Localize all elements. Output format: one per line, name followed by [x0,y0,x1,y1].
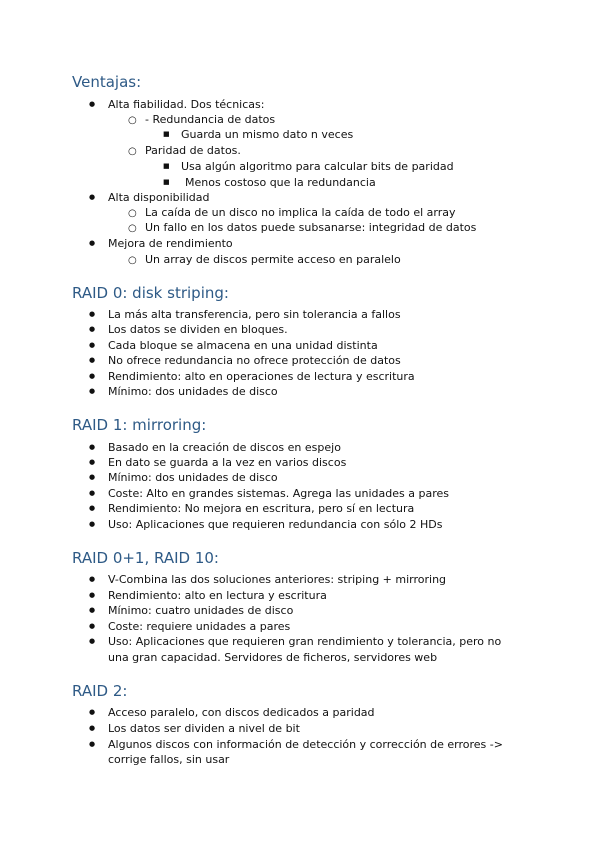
bullet-disc [89,518,95,533]
bullet-disc [89,620,95,635]
bullet-disc [89,339,95,354]
bullet-disc [89,98,95,113]
bullet-disc [89,354,95,369]
list-item: Mínimo: cuatro unidades de disco [108,604,294,617]
bullet-disc [89,323,95,338]
bullet-circle [128,206,137,221]
bullet-square [163,176,170,191]
bullet-disc [89,441,95,456]
bullet-disc [89,471,95,486]
bullet-disc [89,722,95,737]
list-item: Paridad de datos. [145,144,241,157]
bullet-square [163,128,170,143]
list-item: Uso: Aplicaciones que requieren redundancia con sólo 2 HDs [108,518,443,531]
bullet-disc [89,502,95,517]
list-item: La caída de un disco no implica la caída de todo el array [145,206,456,219]
list-item: Coste: Alto en grandes sistemas. Agrega las unidades a pares [108,487,449,500]
bullet-disc [89,370,95,385]
bullet-disc [89,706,95,721]
heading-raid10: RAID 0+1, RAID 10: [72,549,219,567]
bullet-disc [89,385,95,400]
bullet-disc [89,308,95,323]
list-item: Alta disponibilidad [108,191,210,204]
bullet-disc [89,487,95,502]
list-item: Mínimo: dos unidades de disco [108,471,278,484]
bullet-circle [128,144,137,159]
bullet-disc [89,573,95,588]
bullet-disc [89,604,95,619]
list-item: Algunos discos con información de detección y corrección de errores -> [108,738,503,751]
list-item: Basado en la creación de discos en espejo [108,441,341,454]
list-item: Menos costoso que la redundancia [185,176,376,189]
list-item: La más alta transferencia, pero sin tolerancia a fallos [108,308,401,321]
list-item: Los datos ser dividen a nivel de bit [108,722,300,735]
list-item: V-Combina las dos soluciones anteriores: striping + mirroring [108,573,447,586]
list-item: Un array de discos permite acceso en paralelo [145,253,401,266]
bullet-disc [89,589,95,604]
list-item: Rendimiento: No mejora en escritura, pero sí en lectura [108,502,415,515]
list-item: Guarda un mismo dato n veces [181,128,354,141]
list-item: Alta fiabilidad. Dos técnicas: [108,98,265,111]
list-item: Los datos se dividen en bloques. [108,323,288,336]
list-item: Mínimo: dos unidades de disco [108,385,278,398]
list-item: - Redundancia de datos [145,113,276,126]
bullet-circle [128,253,137,268]
list-item: Un fallo en los datos puede subsanarse: integridad de datos [145,221,477,234]
bullet-disc [89,738,95,753]
list-item: Usa algún algoritmo para calcular bits de paridad [181,160,454,173]
heading-ventajas: Ventajas: [72,73,142,91]
heading-raid1: RAID 1: mirroring: [72,416,207,434]
bullet-square [163,160,170,175]
list-item: No ofrece redundancia no ofrece protección de datos [108,354,401,367]
bullet-circle [128,113,137,128]
list-item: Uso: Aplicaciones que requieren gran rendimiento y tolerancia, pero no [108,635,502,648]
list-item: Rendimiento: alto en operaciones de lectura y escritura [108,370,415,383]
bullet-disc [89,191,95,206]
list-item: Cada bloque se almacena en una unidad distinta [108,339,378,352]
bullet-circle [128,221,137,236]
bullet-disc [89,237,95,252]
bullet-disc [89,456,95,471]
list-item-continuation: una gran capacidad. Servidores de ficheros, servidores web [108,651,438,664]
bullet-disc [89,635,95,650]
list-item: Coste: requiere unidades a pares [108,620,291,633]
list-item: En dato se guarda a la vez en varios discos [108,456,347,469]
heading-raid2: RAID 2: [72,682,128,700]
list-item: Acceso paralelo, con discos dedicados a paridad [108,706,375,719]
list-item-continuation: corrige fallos, sin usar [108,753,230,766]
heading-raid0: RAID 0: disk striping: [72,284,229,302]
list-item: Mejora de rendimiento [108,237,233,250]
list-item: Rendimiento: alto en lectura y escritura [108,589,327,602]
